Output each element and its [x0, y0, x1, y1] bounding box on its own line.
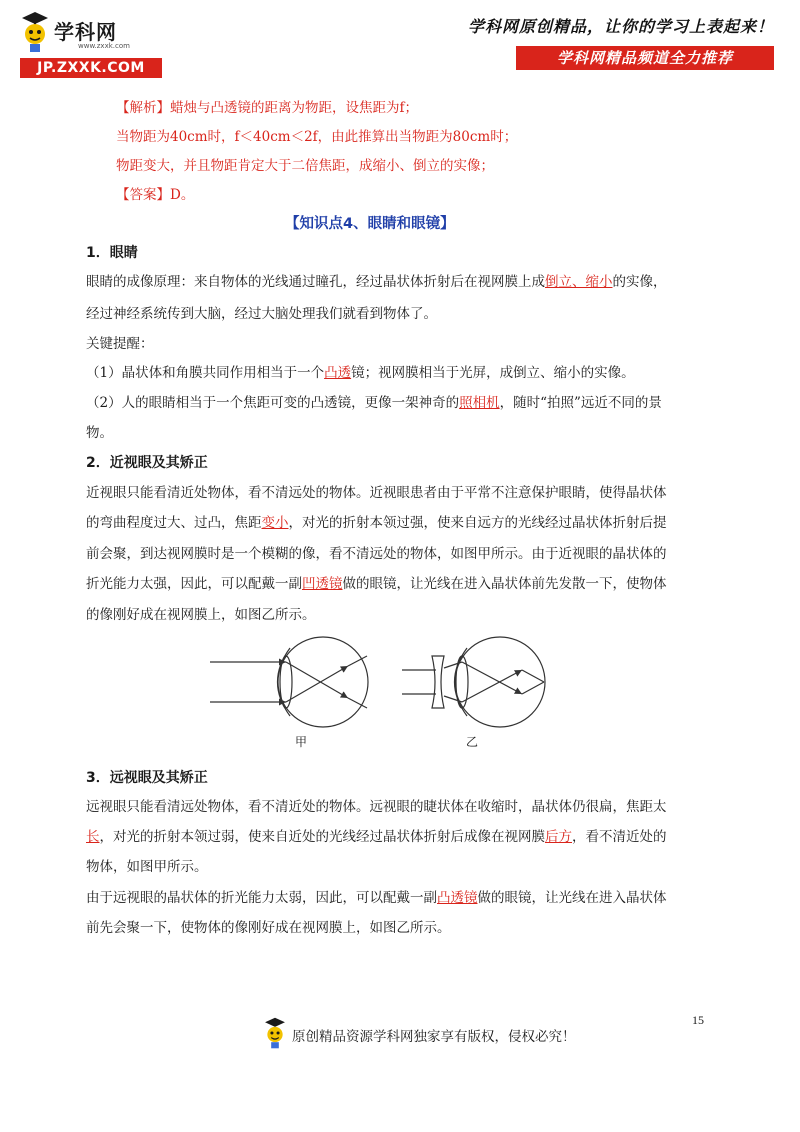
section-2-line-5: 的像刚好成在视网膜上，如图乙所示。 — [86, 607, 316, 623]
section-3-line-1: 远视眼只能看清远处物体，看不清近处的物体。远视眼的睫状体在收缩时，晶状体仍很扁，焦距太 — [86, 799, 667, 815]
concave-lens-shape — [432, 656, 444, 708]
section-2-line-3: 前会聚，到达视网膜时是一个模糊的像，看不清远处的物体，如图甲所示。由于近视眼的晶状体的 — [86, 546, 667, 562]
page-number: 15 — [692, 1013, 704, 1027]
fill-blank: 后方 — [545, 829, 572, 845]
analysis-line-2: 当物距为40cm时，f＜40cm＜2f，由此推算出当物距为80cm时； — [116, 129, 518, 145]
footer-copyright: 原创精品资源学科网独家享有版权，侵权必究！ — [292, 1029, 576, 1045]
light-ray — [444, 662, 462, 668]
fill-blank: 照相机 — [459, 395, 500, 411]
light-ray — [522, 682, 544, 694]
figure-left-caption: 甲 — [295, 735, 308, 749]
header-slogan: 学科网原创精品，让你的学习上表起来！ — [467, 17, 774, 36]
section-1-para-5: （2）人的眼睛相当于一个焦距可变的凸透镜，更像一架神奇的照相机，随时“拍照”远近不同的景 — [86, 395, 662, 411]
figure-right-caption: 乙 — [466, 735, 479, 749]
logo-url[interactable]: JP.ZXXK.COM — [20, 58, 162, 78]
figure-myopia-corrected — [402, 637, 545, 727]
site-logo — [18, 10, 158, 76]
logo-sub: www.zxxk.com — [78, 42, 130, 50]
section-3-line-4: 由于远视眼的晶状体的折光能力太弱，因此，可以配戴一副凸透镜做的眼镜，让光线在进入晶状体 — [86, 890, 667, 906]
fill-blank: 变小 — [261, 515, 289, 531]
mascot-icon — [18, 10, 52, 54]
section-1-para-2: 经过神经系统传到大脑，经过大脑处理我们就看到物体了。 — [86, 306, 437, 322]
section-3-line-2: 长，对光的折射本领过弱，使来自近处的光线经过晶状体折射后成像在视网膜后方，看不清近处的 — [86, 829, 667, 845]
light-ray — [286, 666, 348, 702]
fill-blank: 长 — [86, 829, 100, 845]
myopia-figures — [200, 636, 560, 756]
knowledge-point-title: 【知识点4、眼睛和眼镜】 — [285, 216, 455, 232]
logo-name: 学科网 — [54, 20, 117, 44]
section-1-title: 1．眼睛 — [86, 245, 138, 261]
section-2-line-1: 近视眼只能看清近处物体，看不清远处的物体。近视眼患者由于平常不注意保护眼睛，使得晶状体 — [86, 485, 667, 501]
mascot-icon — [262, 1016, 288, 1050]
answer-line: 【答案】D。 — [116, 187, 195, 203]
light-ray — [462, 670, 522, 702]
section-1-para-4: （1）晶状体和角膜共同作用相当于一个凸透镜；视网膜相当于光屏，成倒立、缩小的实像。 — [86, 365, 635, 381]
section-2-title: 2．近视眼及其矫正 — [86, 455, 208, 471]
fill-blank: 凹透镜 — [302, 576, 343, 592]
section-1-para-1: 眼睛的成像原理：来自物体的光线通过瞳孔，经过晶状体折射后在视网膜上成倒立、缩小的实像， — [86, 274, 667, 290]
section-3-title: 3．远视眼及其矫正 — [86, 770, 208, 786]
section-2-line-2: 的弯曲程度过大、过凸，焦距变小，对光的折射本领过强，使来自远方的光线经过晶状体折射后提 — [86, 515, 667, 531]
section-1-para-3: 关键提醒： — [86, 336, 154, 352]
figure-myopia-uncorrected — [210, 637, 368, 727]
header-banner: 学科网精品频道全力推荐 — [516, 46, 774, 70]
analysis-line-3: 物距变大，并且物距肯定大于二倍焦距，成缩小、倒立的实像； — [116, 158, 494, 174]
section-3-line-3: 物体，如图甲所示。 — [86, 859, 208, 875]
analysis-line-1: 【解析】蜡烛与凸透镜的距离为物距，设焦距为f； — [116, 100, 418, 116]
section-2-line-4: 折光能力太强，因此，可以配戴一副凹透镜做的眼镜，让光线在进入晶状体前先发散一下，使物体 — [86, 576, 667, 592]
light-ray — [444, 696, 462, 702]
fill-blank: 凸透镜 — [437, 890, 478, 906]
light-ray — [462, 662, 522, 694]
section-3-line-5: 前先会聚一下，使物体的像刚好成在视网膜上，如图乙所示。 — [86, 920, 451, 936]
fill-blank: 倒立、缩小 — [545, 274, 613, 290]
light-ray — [522, 670, 544, 682]
section-1-para-6: 物。 — [86, 425, 113, 441]
fill-blank: 凸透 — [324, 365, 352, 381]
light-ray — [286, 662, 348, 698]
